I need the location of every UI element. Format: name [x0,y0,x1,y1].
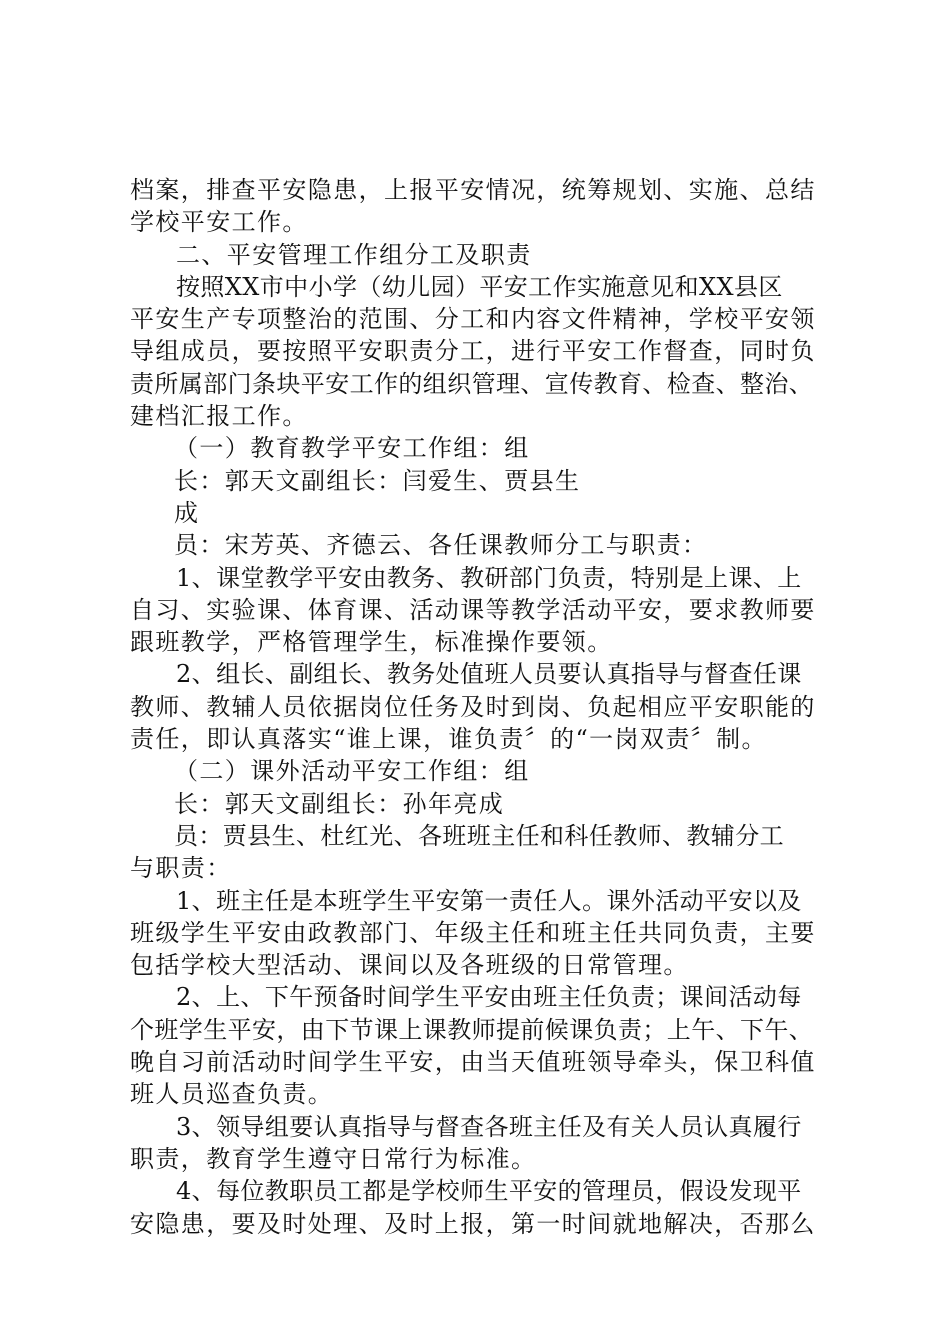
subsection-heading: （二）课外活动平安工作组：组 [174,757,530,786]
text-line: 晚自习前活动时间学生平安，由当天值班领导牵头，保卫科值 [130,1048,816,1077]
text-line: 2、组长、副组长、教务处值班人员要认真指导与督查任课 [176,660,802,689]
text-line: 责所属部门条块平安工作的组织管理、宣传教育、检查、整治、 [130,369,814,398]
text-line: 职责，教育学生遵守日常行为标准。 [130,1144,537,1173]
text-line: 员：贾县生、杜红光、各班班主任和科任教师、教辅分工 [174,821,784,850]
text-line: 员：宋芳英、齐德云、各任课教师分工与职责： [174,531,708,560]
text-line: 长：郭天文副组长：孙年亮成 [174,789,505,818]
text-line: 2、上、下午预备时间学生平安由班主任负责；课间活动每 [176,983,802,1012]
text-line: 自习、实验课、体育课、活动课等教学活动平安，要求教师要 [130,595,816,624]
text-line: 包括学校大型活动、课间以及各班级的日常管理。 [130,951,689,980]
text-line: 个班学生平安，由下节课上课教师提前候课负责；上午、下午、 [130,1015,814,1044]
text-line: 安隐患，要及时处理、及时上报，第一时间就地解决，否那么 [130,1209,816,1238]
text-line: 班人员巡查负责。 [130,1080,334,1109]
text-line: 成 [174,498,200,527]
subsection-heading: （一）教育教学平安工作组：组 [174,434,530,463]
text-line: 班级学生平安由政教部门、年级主任和班主任共同负责，主要 [130,918,816,947]
text-line: 按照XX市中小学（幼儿园）平安工作实施意见和XX县区 [176,272,783,301]
text-line: 责任，即认真落实“谁上课，谁负责〞的“一岗双责〞制。 [130,725,767,754]
text-line: 1、班主任是本班学生平安第一责任人。课外活动平安以及 [176,886,802,915]
text-line: 导组成员，要按照平安职责分工，进行平安工作督查，同时负 [130,337,816,366]
document-body [130,174,830,1240]
text-line: 与职责： [130,854,232,883]
text-line: 建档汇报工作。 [130,402,308,431]
text-line: 教师、教辅人员依据岗位任务及时到岗、负起相应平安职能的 [130,692,816,721]
text-line: 4、每位教职员工都是学校师生平安的管理员，假设发现平 [176,1177,802,1206]
text-line: 跟班教学，严格管理学生，标准操作要领。 [130,628,613,657]
text-line: 档案，排查平安隐患，上报平安情况，统筹规划、实施、总结 [130,176,816,204]
text-line: 长：郭天文副组长：闫爱生、贾县生 [174,466,581,495]
text-line: 1、课堂教学平安由教务、教研部门负责，特别是上课、上 [176,563,802,592]
text-line: 平安生产专项整治的范围、分工和内容文件精神，学校平安领 [130,305,816,334]
text-line: 学校平安工作。 [130,208,308,237]
text-line: 3、领导组要认真指导与督查各班主任及有关人员认真履行 [176,1112,802,1141]
section-heading: 二、平安管理工作组分工及职责 [176,240,532,269]
